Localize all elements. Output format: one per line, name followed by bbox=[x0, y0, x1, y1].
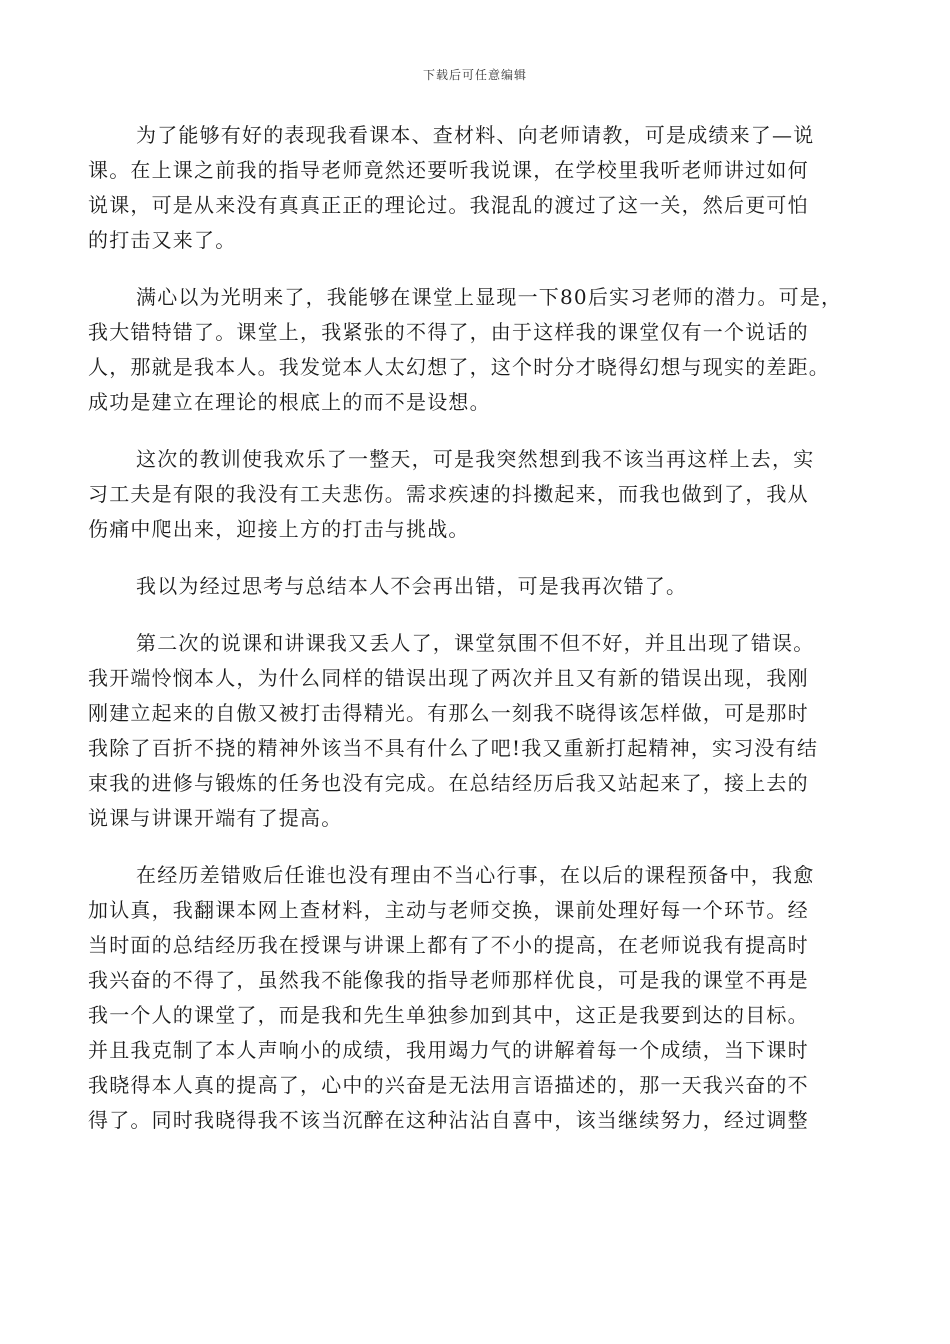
text-line: 并且我克制了本人声响小的成绩，我用竭力气的讲解着每一个成绩，当下课时 bbox=[88, 1038, 809, 1062]
text-line: 课。在上课之前我的指导老师竟然还要听我说课，在学校里我听老师讲过如何 bbox=[88, 158, 809, 182]
text-line: 加认真，我翻课本网上查材料，主动与老师交换，课前处理好每一个环节。经 bbox=[88, 898, 809, 922]
text-line: 的打击又来了。 bbox=[88, 228, 237, 252]
text-line: 说课，可是从来没有真真正正的理论过。我混乱的渡过了这一关，然后更可怕 bbox=[88, 193, 809, 217]
text-line: 这次的教训使我欢乐了一整天，可是我突然想到我不该当再这样上去，实 bbox=[136, 447, 815, 471]
paragraph bbox=[88, 569, 864, 604]
text-line: 得了。同时我晓得我不该当沉醉在这种沾沾自喜中，该当继续努力，经过调整 bbox=[88, 1108, 809, 1132]
text-line: 说课与讲课开端有了提高。 bbox=[88, 806, 343, 830]
text-line: 满心以为光明来了，我能够在课堂上显现一下80后实习老师的潜力。可是， bbox=[136, 285, 843, 309]
text-line: 当时面的总结经历我在授课与讲课上都有了不小的提高，在老师说我有提高时 bbox=[88, 933, 809, 957]
paragraph bbox=[88, 442, 864, 547]
text-line: 人，那就是我本人。我发觉本人太幻想了，这个时分才晓得幻想与现实的差距。 bbox=[88, 355, 830, 379]
paragraph bbox=[88, 118, 864, 258]
text-line: 束我的进修与锻炼的任务也没有完成。在总结经历后我又站起来了，接上去的 bbox=[88, 771, 809, 795]
text-line: 我大错特错了。课堂上，我紧张的不得了，由于这样我的课堂仅有一个说话的 bbox=[88, 320, 809, 344]
text-line: 伤痛中爬出来，迎接上方的打击与挑战。 bbox=[88, 517, 470, 541]
paragraph bbox=[88, 280, 864, 420]
text-line: 我开端怜悯本人，为什么同样的错误出现了两次并且又有新的错误出现，我刚 bbox=[88, 666, 809, 690]
paragraph bbox=[88, 858, 864, 1138]
text-line: 我兴奋的不得了，虽然我不能像我的指导老师那样优良，可是我的课堂不再是 bbox=[88, 968, 809, 992]
text-line: 我晓得本人真的提高了，心中的兴奋是无法用言语描述的，那一天我兴奋的不 bbox=[88, 1073, 809, 1097]
text-line: 我以为经过思考与总结本人不会再出错，可是我再次错了。 bbox=[136, 574, 688, 598]
document-body bbox=[88, 118, 864, 1160]
paragraph bbox=[88, 626, 864, 836]
text-line: 我一个人的课堂了，而是我和先生单独参加到其中，这正是我要到达的目标。 bbox=[88, 1003, 809, 1027]
text-line: 刚建立起来的自傲又被打击得精光。有那么一刻我不晓得该怎样做，可是那时 bbox=[88, 701, 809, 725]
page-header: 下载后可任意编辑 bbox=[422, 68, 527, 82]
text-line: 习工夫是有限的我没有工夫悲伤。需求疾速的抖擞起来，而我也做到了，我从 bbox=[88, 482, 809, 506]
text-line: 第二次的说课和讲课我又丢人了，课堂氛围不但不好，并且出现了错误。 bbox=[136, 631, 815, 655]
text-line: 为了能够有好的表现我看课本、查材料、向老师请教，可是成绩来了—说 bbox=[136, 123, 815, 147]
text-line: 在经历差错败后任谁也没有理由不当心行事，在以后的课程预备中，我愈 bbox=[136, 863, 815, 887]
text-line: 成功是建立在理论的根底上的而不是设想。 bbox=[88, 390, 491, 414]
text-line: 我除了百折不挠的精神外该当不具有什么了吧!我又重新打起精神，实习没有结 bbox=[88, 736, 819, 760]
